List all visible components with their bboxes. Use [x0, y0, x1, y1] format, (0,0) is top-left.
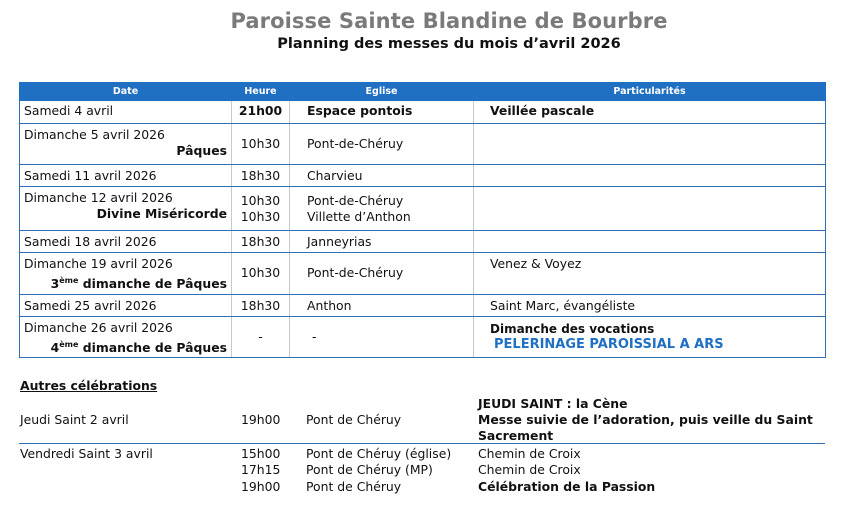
row-particularites-cell — [474, 317, 826, 358]
row-particularites — [474, 165, 826, 187]
row-eglise-2: Villette d’Anthon — [307, 209, 411, 224]
page-header — [0, 9, 848, 52]
row-feast: Divine Miséricorde — [96, 206, 227, 221]
row-particularites — [474, 231, 826, 253]
row-date: Samedi 11 avril 2026 — [20, 165, 232, 187]
table-row — [20, 101, 826, 124]
row-date: Samedi 18 avril 2026 — [20, 231, 232, 253]
row-heure-2: 10h30 — [240, 209, 281, 224]
pilgrimage-banner: PELERINAGE PAROISSIAL A ARS — [494, 337, 724, 352]
column-header-date: Date — [20, 83, 232, 101]
row-eglise: Anthon — [290, 295, 474, 317]
vendredi-heure-1: 15h00 — [241, 446, 281, 461]
row-heure: 18h30 — [232, 295, 290, 317]
page-subtitle: Planning des messes du mois d’avril 2026 — [277, 36, 621, 52]
row-heure: 18h30 — [232, 165, 290, 187]
row-particularites: Saint Marc, évangéliste — [474, 295, 826, 317]
row-particularites: Dimanche des vocations — [490, 322, 655, 336]
row-eglise: - — [290, 317, 474, 358]
row-particularites — [474, 187, 826, 231]
jeudi-title: JEUDI SAINT : la Cène — [478, 396, 628, 411]
jeudi-heure: 19h00 — [241, 412, 281, 427]
row-eglise: Pont-de-Chéruy — [307, 193, 404, 208]
row-heure: 10h30 — [232, 253, 290, 295]
row-date: Dimanche 12 avril 2026 — [24, 190, 173, 205]
vendredi-heure-2: 17h15 — [241, 462, 281, 477]
row-eglise: Janneyrias — [290, 231, 474, 253]
row-date-cell — [20, 187, 232, 231]
row-date: Samedi 4 avril — [20, 101, 232, 124]
row-date-cell — [20, 253, 232, 295]
jeudi-note: Messe suivie de l’adoration, puis veille du Saint — [478, 412, 813, 427]
row-particularites: Venez & Voyez — [474, 253, 826, 295]
row-date: Dimanche 5 avril 2026 — [24, 127, 165, 142]
jeudi-eglise: Pont de Chéruy — [306, 412, 402, 427]
column-header-heure: Heure — [232, 83, 290, 101]
row-date-cell — [20, 317, 232, 358]
row-heure: 10h30 — [240, 193, 281, 208]
row-heure: - — [232, 317, 290, 358]
row-feast: Pâques — [176, 143, 227, 158]
row-feast: 3ème dimanche de Pâques — [50, 275, 227, 291]
row-particularites — [474, 124, 826, 165]
row-date: Dimanche 26 avril 2026 — [24, 320, 173, 335]
page-title: Paroisse Sainte Blandine de Bourbre — [230, 9, 668, 33]
row-eglise: Pont-de-Chéruy — [290, 253, 474, 295]
vendredi-eglise-3: Pont de Chéruy — [306, 479, 402, 494]
table-row — [20, 231, 826, 253]
row-date: Dimanche 19 avril 2026 — [24, 256, 173, 271]
row-heure-cell — [232, 187, 290, 231]
row-heure: 21h00 — [232, 101, 290, 124]
row-particularites: Veillée pascale — [474, 101, 826, 124]
vendredi-part-3: Célébration de la Passion — [478, 479, 656, 494]
table-row — [20, 317, 826, 358]
table-row — [20, 187, 826, 231]
vendredi-eglise-2: Pont de Chéruy (MP) — [306, 462, 433, 477]
row-heure: 18h30 — [232, 231, 290, 253]
vendredi-eglise-1: Pont de Chéruy (église) — [306, 446, 452, 461]
section-heading: Autres célébrations — [20, 378, 158, 393]
column-header-particularites: Particularités — [474, 83, 826, 101]
divider — [19, 443, 825, 444]
row-eglise-cell — [290, 187, 474, 231]
table-row — [20, 253, 826, 295]
table-row — [20, 165, 826, 187]
mass-schedule-table — [19, 82, 826, 358]
table-header-row — [20, 83, 826, 101]
row-eglise: Pont-de-Chéruy — [290, 124, 474, 165]
vendredi-part-1: Chemin de Croix — [478, 446, 581, 461]
row-date-cell — [20, 124, 232, 165]
table-row — [20, 295, 826, 317]
jeudi-date: Jeudi Saint 2 avril — [20, 412, 129, 427]
column-header-eglise: Eglise — [290, 83, 474, 101]
vendredi-heure-3: 19h00 — [241, 479, 281, 494]
row-date: Samedi 25 avril 2026 — [20, 295, 232, 317]
vendredi-date: Vendredi Saint 3 avril — [20, 446, 153, 461]
row-feast: 4ème dimanche de Pâques — [50, 339, 227, 355]
jeudi-note-2: Sacrement — [478, 428, 554, 443]
vendredi-part-2: Chemin de Croix — [478, 462, 581, 477]
row-eglise: Espace pontois — [290, 101, 474, 124]
table-row — [20, 124, 826, 165]
row-eglise: Charvieu — [290, 165, 474, 187]
row-heure: 10h30 — [232, 124, 290, 165]
